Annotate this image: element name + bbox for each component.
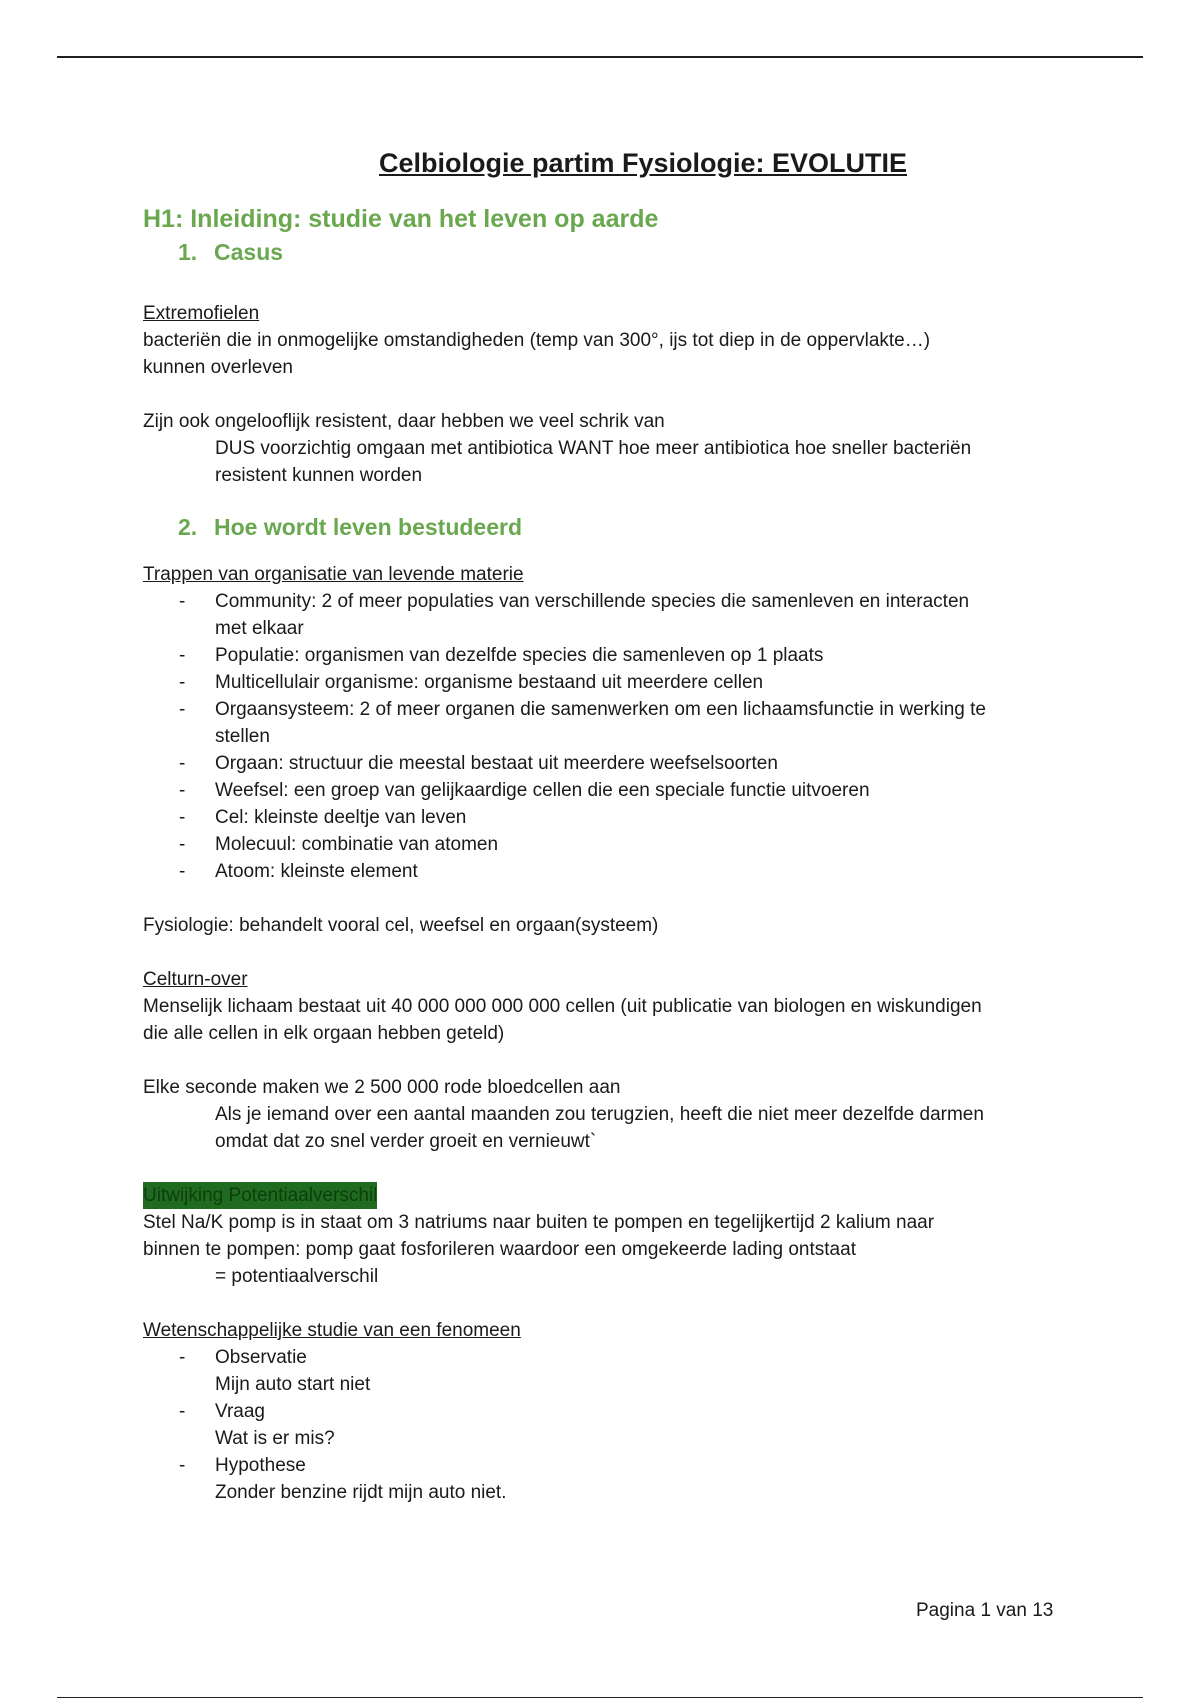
potentiaal-heading-highlight: Uitwijking Potentiaalverschil — [143, 1182, 377, 1209]
list-item: - Vraag Wat is er mis? — [143, 1398, 1063, 1452]
paragraph-line: kunnen overleven — [143, 357, 293, 378]
celturn-block — [143, 966, 1063, 1047]
page-number-footer: Pagina 1 van 13 — [916, 1600, 1054, 1621]
list-item: - Hypothese Zonder benzine rijdt mijn auto niet. — [143, 1452, 1063, 1506]
trappen-list — [143, 588, 1063, 885]
list-item: - Orgaan: structuur die meestal bestaat uit meerdere weefselsoorten — [143, 750, 1063, 777]
indented-line: Als je iemand over een aantal maanden zou terugzien, heeft die niet meer dezelfde darmen — [215, 1104, 984, 1125]
wetenschap-list — [143, 1344, 1063, 1506]
list-item: - Cel: kleinste deeltje van leven — [143, 804, 1063, 831]
section-label: Hoe wordt leven bestudeerd — [214, 514, 523, 540]
list-item: - Molecuul: combinatie van atomen — [143, 831, 1063, 858]
paragraph-line: die alle cellen in elk orgaan hebben geteld) — [143, 1023, 505, 1044]
wetenschap-heading: Wetenschappelijke studie van een fenomeen — [143, 1320, 521, 1341]
paragraph-line: Zijn ook ongelooflijk resistent, daar hebben we veel schrik van — [143, 411, 665, 432]
paragraph-line: Elke seconde maken we 2 500 000 rode bloedcellen aan — [143, 1077, 621, 1098]
trappen-block — [143, 561, 1063, 885]
section-heading-hoe — [178, 511, 1063, 543]
chapter-heading: H1: Inleiding: studie van het leven op aarde — [143, 205, 659, 233]
top-rule — [57, 56, 1143, 58]
indented-line: = potentiaalverschil — [215, 1266, 379, 1287]
bottom-rule — [57, 1697, 1143, 1698]
extremofielen-block — [143, 300, 1063, 381]
extremofielen-heading: Extremofielen — [143, 303, 260, 324]
list-item: - Populatie: organismen van dezelfde species die samenleven op 1 plaats — [143, 642, 1063, 669]
celturn-heading: Celturn-over — [143, 969, 248, 990]
trappen-heading: Trappen van organisatie van levende materie — [143, 564, 524, 585]
document-page — [143, 140, 1063, 1506]
indented-line: DUS voorzichtig omgaan met antibiotica WANT hoe meer antibiotica hoe sneller bacteriën — [215, 438, 972, 459]
section-number: 1. — [178, 239, 198, 265]
list-item: - Weefsel: een groep van gelijkaardige cellen die een speciale functie uitvoeren — [143, 777, 1063, 804]
paragraph-line: Stel Na/K pomp is in staat om 3 natriums naar buiten te pompen en tegelijkertijd 2 kalium naar — [143, 1212, 935, 1233]
list-item: - Observatie Mijn auto start niet — [143, 1344, 1063, 1398]
wetenschap-block — [143, 1317, 1063, 1506]
indented-line: resistent kunnen worden — [215, 465, 423, 486]
document-title: Celbiologie partim Fysiologie: EVOLUTIE — [378, 148, 908, 178]
paragraph-line: Menselijk lichaam bestaat uit 40 000 000 000 000 cellen (uit publicatie van biologen en wiskundigen — [143, 996, 982, 1017]
list-item: - Multicellulair organisme: organisme bestaand uit meerdere cellen — [143, 669, 1063, 696]
resistent-block — [143, 408, 1063, 489]
indented-line: omdat dat zo snel verder groeit en vernieuwt` — [215, 1131, 597, 1152]
paragraph-line: binnen te pompen: pomp gaat fosforileren waardoor een omgekeerde lading ontstaat — [143, 1239, 856, 1260]
section-label: Casus — [214, 239, 284, 265]
section-heading-casus — [178, 236, 1063, 268]
list-item: - Orgaansysteem: 2 of meer organen die samenwerken om een lichaamsfunctie in werking te stellen — [143, 696, 1063, 750]
potentiaal-block — [143, 1182, 1063, 1290]
list-item: - Community: 2 of meer populaties van verschillende species die samenleven en interacten met elkaar — [143, 588, 1063, 642]
section-number: 2. — [178, 514, 198, 540]
bloedcellen-block — [143, 1074, 1063, 1155]
fysiologie-line: Fysiologie: behandelt vooral cel, weefsel en orgaan(systeem) — [143, 915, 659, 936]
list-item: - Atoom: kleinste element — [143, 858, 1063, 885]
paragraph-line: bacteriën die in onmogelijke omstandigheden (temp van 300°, ijs tot diep in de oppervlakte…) — [143, 330, 931, 351]
